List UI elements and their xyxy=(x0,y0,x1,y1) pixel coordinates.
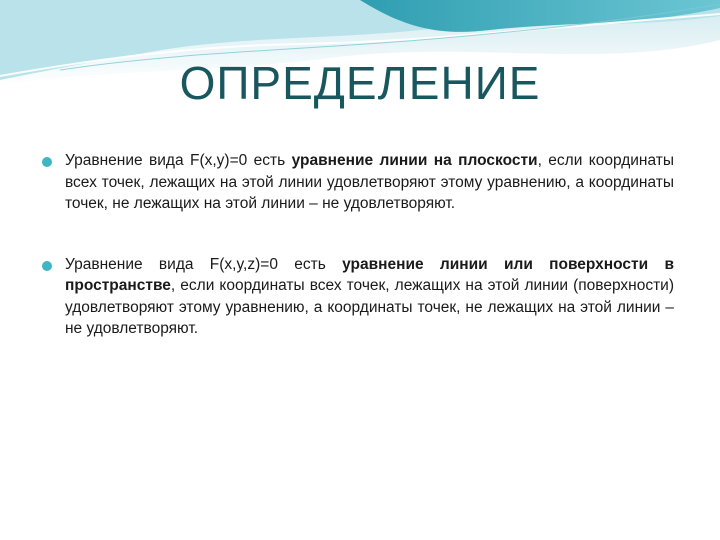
item-text-after: , если координаты всех точек, лежащих на этой линии (поверхности) удовлетворяют этому уравнению, а координаты точек, не лежащих на этой линии – не удовлетворяют. xyxy=(65,277,674,337)
item-text-before: Уравнение вида F(x,y,z)=0 есть xyxy=(65,255,343,273)
item-text-after: , если координаты всех точек, лежащих на этой линии удовлетворяют этому уравнению, а координаты точек, не лежащих на этой линии – не удовлетворяют. xyxy=(65,152,674,212)
item-term: уравнение линии на плоскости xyxy=(291,152,538,169)
definition-list xyxy=(42,150,674,340)
bullet-marker-icon xyxy=(42,157,52,167)
slide-title: ОПРЕДЕЛЕНИЕ xyxy=(179,57,541,109)
item-text-before: Уравнение вида F(x,y)=0 есть xyxy=(65,152,292,169)
definition-item-plane xyxy=(42,150,674,215)
definition-item-space xyxy=(42,254,674,340)
item-term: уравнение линии или поверхности в пространстве xyxy=(65,255,674,294)
bullet-marker-icon xyxy=(42,261,52,271)
